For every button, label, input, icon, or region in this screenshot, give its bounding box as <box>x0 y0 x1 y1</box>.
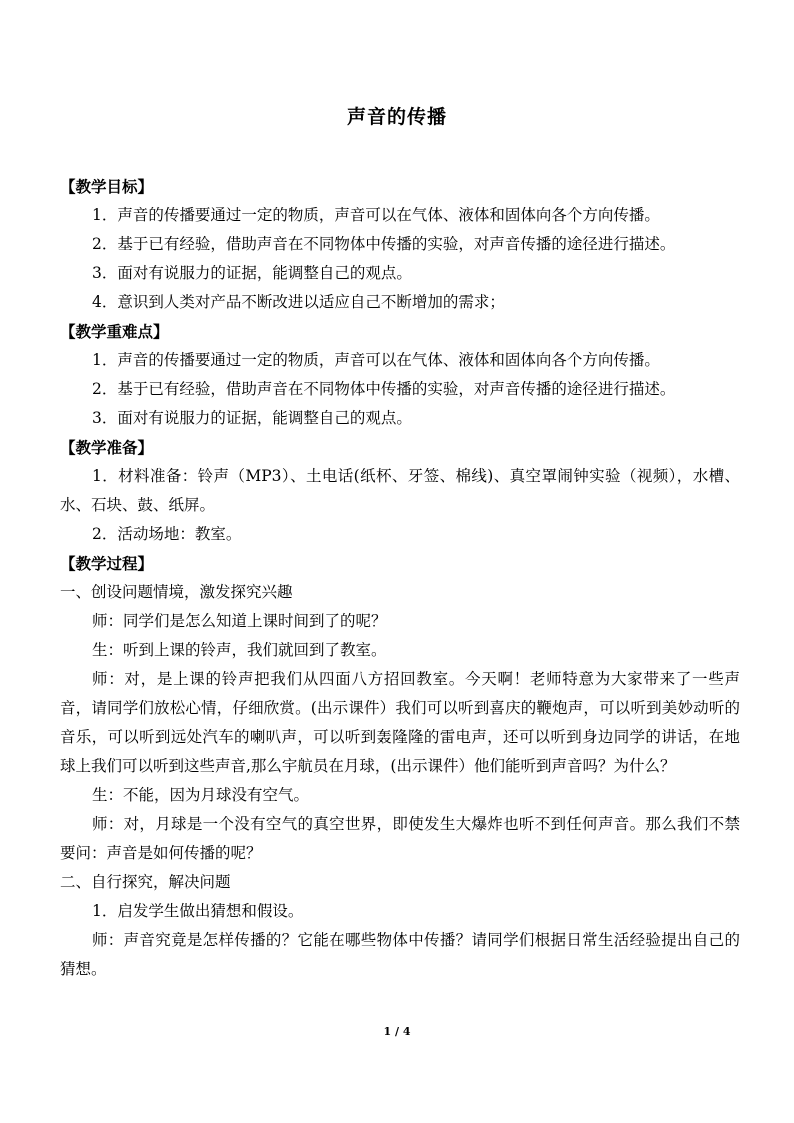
dialogue-paragraph: 师：声音究竟是怎样传播的？它能在哪些物体中传播？请同学们根据日常生活经验提出自己的猜想。 <box>60 931 740 978</box>
objective-item: 3．面对有说服力的证据，能调整自己的观点。 <box>92 264 412 282</box>
dialogue-paragraph: 师：对，月球是一个没有空气的真空世界，即使发生大爆炸也听不到任何声音。那么我们不禁要问：声音是如何传播的呢？ <box>60 815 740 862</box>
section-heading-preparation: 【教学准备】 <box>60 438 154 457</box>
key-point-item: 2．基于已有经验，借助声音在不同物体中传播的实验，对声音传播的途径进行描述。 <box>92 380 676 398</box>
dialogue-line: 生：不能，因为月球没有空气。 <box>92 786 310 804</box>
key-point-item: 3．面对有说服力的证据，能调整自己的观点。 <box>92 409 412 427</box>
dialogue-line: 1．启发学生做出猜想和假设。 <box>92 902 304 920</box>
document-title: 声音的传播 <box>346 106 447 128</box>
objective-item: 1．声音的传播要通过一定的物质，声音可以在气体、液体和固体向各个方向传播。 <box>92 206 660 224</box>
key-point-item: 1．声音的传播要通过一定的物质，声音可以在气体、液体和固体向各个方向传播。 <box>92 351 660 369</box>
objective-item: 4．意识到人类对产品不断改进以适应自己不断增加的需求； <box>92 293 505 311</box>
objective-item: 2．基于已有经验，借助声音在不同物体中传播的实验，对声音传播的途径进行描述。 <box>92 235 676 253</box>
section-heading-objectives: 【教学目标】 <box>60 177 154 196</box>
dialogue-line: 师：同学们是怎么知道上课时间到了的呢？ <box>92 612 387 630</box>
section-heading-process: 【教学过程】 <box>60 554 154 573</box>
preparation-item: 2．活动场地：教室。 <box>92 525 242 543</box>
process-part-title: 二、自行探究，解决问题 <box>60 873 231 891</box>
document-body <box>60 172 740 984</box>
dialogue-paragraph: 师：对，是上课的铃声把我们从四面八方招回教室。今天啊！老师特意为大家带来了一些声音，请同学们放松心情，仔细欣赏。(出示课件）我们可以听到喜庆的鞭炮声，可以听到美妙动听的音乐，可以听到远处汽车的喇叭声，可以听到轰隆隆的雷电声，还可以听到身边同学的讲话，在地球上我们可以听到这些声音,那么宇航员在月球，(出示课件）他们能听到声音吗？为什么？ <box>60 670 740 775</box>
dialogue-line: 生：听到上课的铃声，我们就回到了教室。 <box>92 641 387 659</box>
section-heading-key-points: 【教学重难点】 <box>60 322 169 341</box>
page-number: 1 / 4 <box>383 1025 411 1038</box>
preparation-item: 1．材料准备：铃声（MP3）、土电话(纸杯、牙签、棉线)、真空罩闹钟实验（视频），水槽、水、石块、鼓、纸屏。 <box>60 467 740 514</box>
process-part-title: 一、创设问题情境，激发探究兴趣 <box>60 583 293 601</box>
